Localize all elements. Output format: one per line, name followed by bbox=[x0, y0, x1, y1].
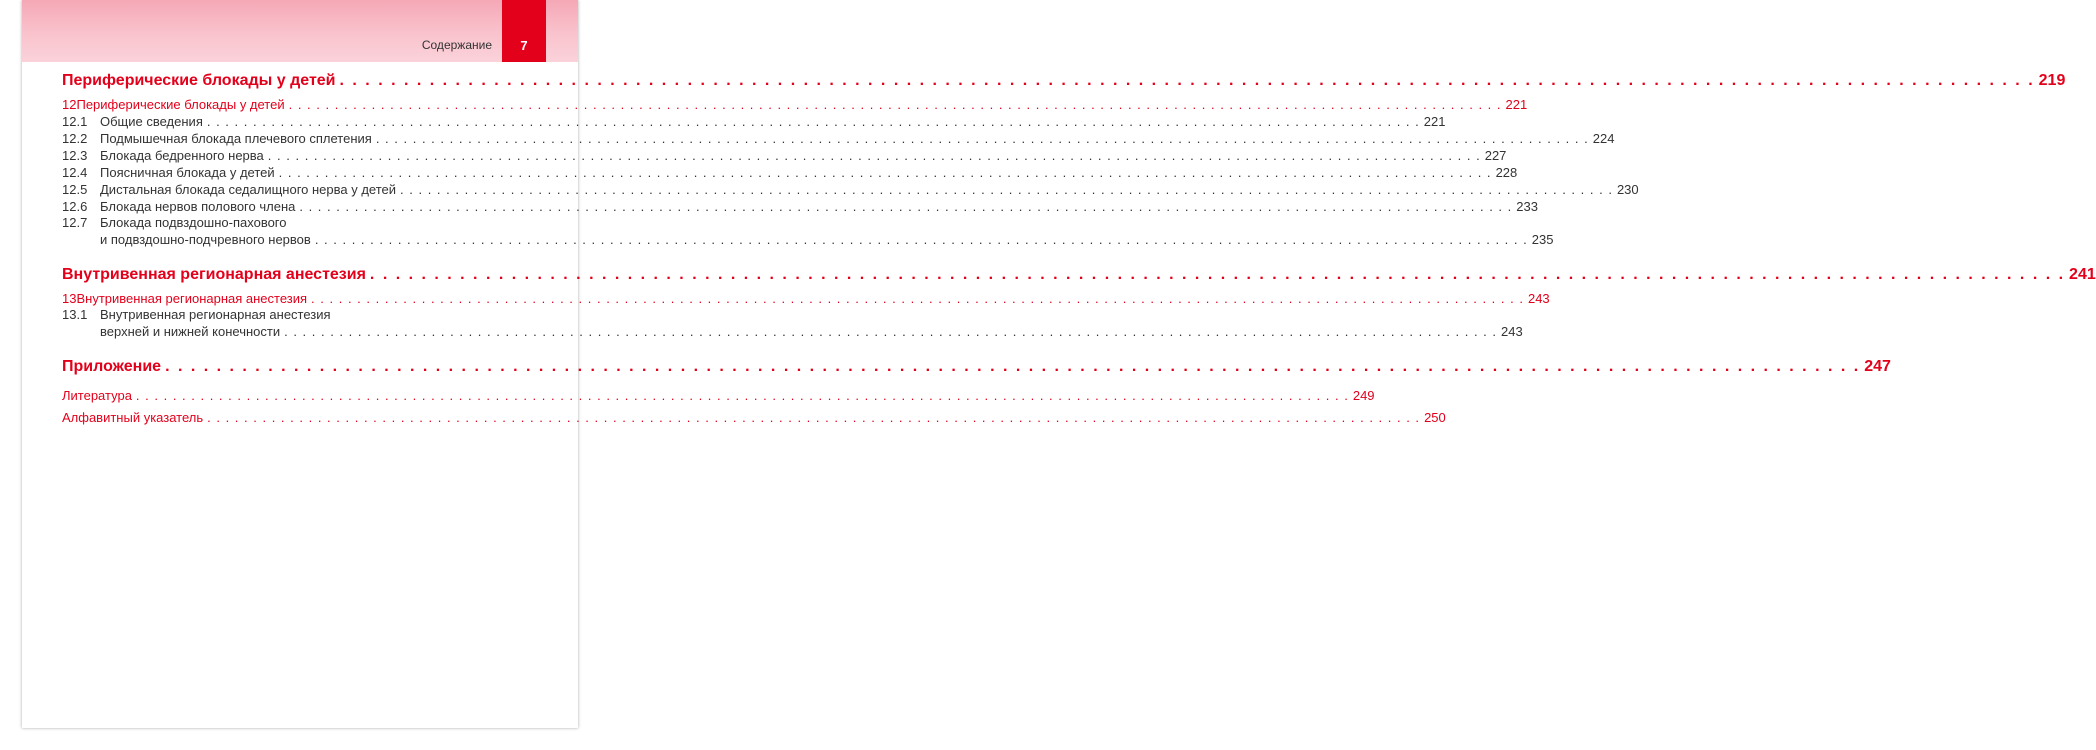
chapter-number: 12 bbox=[62, 97, 77, 112]
entry-page: 235 bbox=[1531, 232, 1554, 247]
appendix-item-title: Алфавитный указатель bbox=[62, 410, 204, 425]
toc-appendix-literature[interactable] bbox=[62, 382, 1375, 404]
entry-number: 12.2 bbox=[62, 131, 88, 146]
entry-title: Дистальная блокада седалищного нерва у детей bbox=[100, 182, 397, 197]
table-of-contents bbox=[62, 68, 2096, 426]
dot-leader bbox=[370, 266, 2065, 284]
section-title: Внутривенная регионарная анестезия bbox=[62, 266, 366, 283]
dot-leader bbox=[165, 358, 1860, 376]
entry-title: Блокада бедренного нерва bbox=[100, 148, 264, 163]
header-band bbox=[22, 0, 578, 62]
toc-section-peripheral-blocks[interactable] bbox=[62, 72, 2066, 90]
dot-leader bbox=[207, 114, 1420, 130]
page-number: 7 bbox=[520, 38, 528, 53]
entry-title-line1: Блокада подвздошно-пахового bbox=[100, 215, 287, 230]
dot-leader bbox=[268, 148, 1481, 164]
toc-section-iv-regional-anesthesia[interactable] bbox=[62, 266, 2096, 284]
dot-leader bbox=[400, 182, 1613, 198]
toc-section-appendix[interactable] bbox=[62, 358, 1891, 376]
dot-leader bbox=[279, 165, 1492, 181]
toc-entry[interactable] bbox=[62, 198, 1538, 215]
chapter-title: Внутривенная регионарная анестезия bbox=[76, 291, 308, 306]
toc-chapter-13[interactable] bbox=[62, 290, 1550, 307]
entry-number: 13.1 bbox=[62, 307, 88, 322]
dot-leader bbox=[376, 131, 1589, 147]
chapter-page: 221 bbox=[1505, 97, 1528, 112]
toc-entry[interactable] bbox=[62, 164, 1518, 181]
entry-page: 227 bbox=[1484, 148, 1507, 163]
toc-entry[interactable] bbox=[62, 147, 1507, 164]
dot-leader bbox=[284, 324, 1497, 340]
toc-entry-multiline[interactable] bbox=[62, 215, 1554, 248]
toc-entry[interactable] bbox=[62, 130, 1615, 147]
entry-title: Поясничная блокада у детей bbox=[100, 165, 275, 180]
toc-appendix-index[interactable] bbox=[62, 404, 1446, 426]
entry-number: 12.4 bbox=[62, 165, 88, 180]
entry-title-line2: верхней и нижней конечности bbox=[100, 324, 281, 339]
section-title: Приложение bbox=[62, 358, 162, 375]
section-title: Периферические блокады у детей bbox=[62, 72, 336, 89]
toc-entry[interactable] bbox=[62, 181, 1639, 198]
entry-title: Блокада нервов полового члена bbox=[100, 199, 296, 214]
toc-entry[interactable] bbox=[62, 113, 1446, 130]
entry-number: 12.7 bbox=[62, 215, 88, 230]
appendix-item-page: 249 bbox=[1352, 388, 1375, 403]
entry-title-line1: Внутривенная регионарная анестезия bbox=[100, 307, 331, 322]
dot-leader bbox=[315, 232, 1528, 248]
entry-title: Общие сведения bbox=[100, 114, 203, 129]
toc-entry-multiline[interactable] bbox=[62, 307, 1523, 340]
entry-title: Подмышечная блокада плечевого сплетения bbox=[100, 131, 372, 146]
dot-leader bbox=[289, 97, 1502, 113]
chapter-title: Периферические блокады у детей bbox=[76, 97, 285, 112]
entry-page: 230 bbox=[1616, 182, 1639, 197]
entry-page: 243 bbox=[1501, 324, 1523, 339]
dot-leader bbox=[207, 410, 1420, 426]
section-page: 241 bbox=[2069, 266, 2096, 283]
running-header-title: Содержание bbox=[421, 38, 492, 52]
dot-leader bbox=[136, 388, 1349, 404]
entry-page: 224 bbox=[1592, 131, 1615, 146]
toc-chapter-12[interactable] bbox=[62, 96, 1528, 113]
entry-number: 12.3 bbox=[62, 148, 88, 163]
page-number-tab bbox=[502, 0, 546, 62]
entry-number: 12.6 bbox=[62, 199, 88, 214]
book-page bbox=[22, 0, 2096, 728]
entry-page: 221 bbox=[1423, 114, 1446, 129]
entry-page: 228 bbox=[1495, 165, 1518, 180]
dot-leader bbox=[299, 199, 1512, 215]
entry-number: 12.1 bbox=[62, 114, 88, 129]
entry-number: 12.5 bbox=[62, 182, 88, 197]
dot-leader bbox=[340, 72, 2035, 90]
appendix-item-page: 250 bbox=[1424, 410, 1446, 425]
entry-page: 233 bbox=[1516, 199, 1538, 214]
entry-title-line2: и подвздошно-подчревного нервов bbox=[100, 232, 311, 247]
chapter-page: 243 bbox=[1527, 291, 1550, 306]
dot-leader bbox=[311, 291, 1524, 307]
chapter-number: 13 bbox=[62, 291, 77, 306]
section-page: 219 bbox=[2038, 72, 2066, 89]
appendix-item-title: Литература bbox=[62, 388, 132, 403]
section-page: 247 bbox=[1864, 358, 1891, 375]
